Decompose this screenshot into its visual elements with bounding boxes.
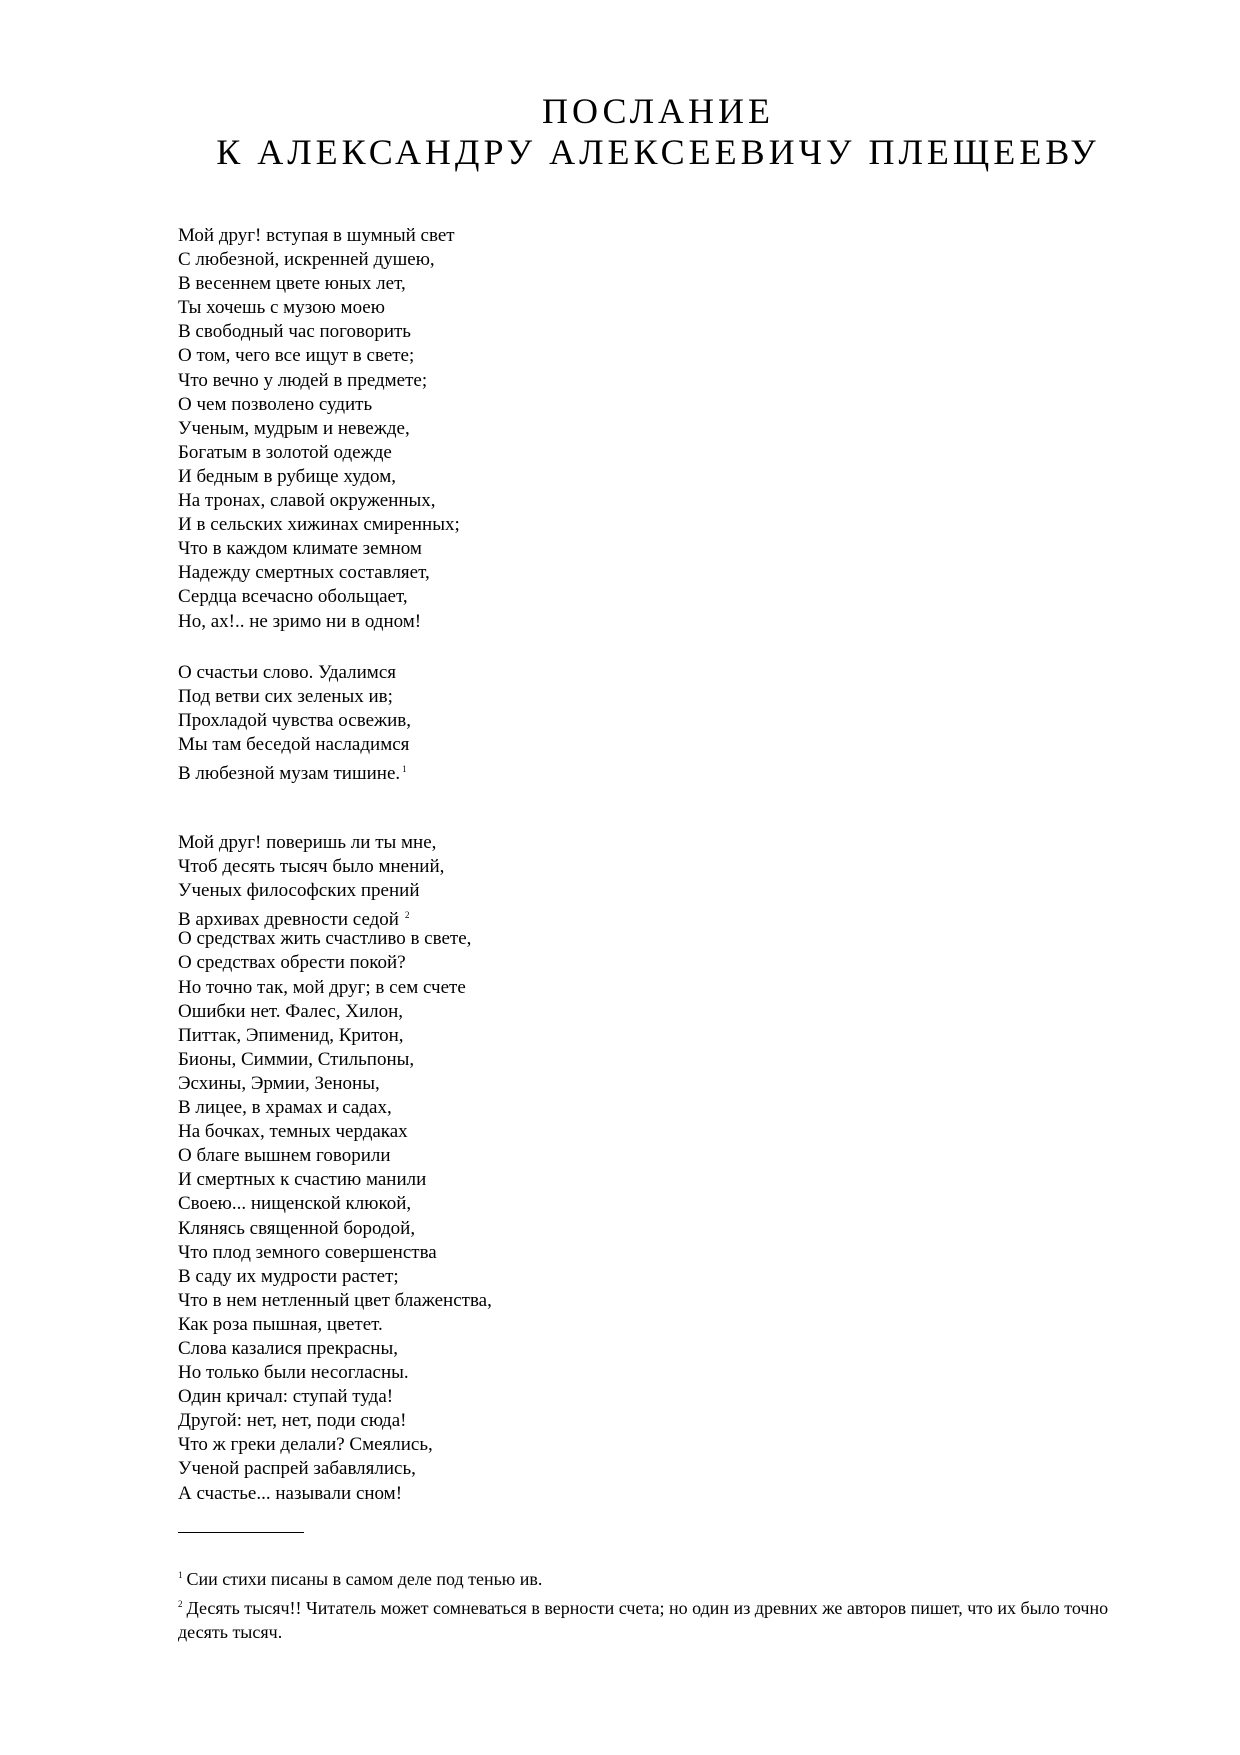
verse-line: Мой друг! поверишь ли ты мне, xyxy=(178,832,437,853)
verse-line: Но точно так, мой друг; в сем счете xyxy=(178,976,466,998)
footnote-1 xyxy=(178,1563,1138,1591)
verse-line: Слова казалися прекрасны, xyxy=(178,1337,398,1359)
verse-line: Прохладой чувства освежив, xyxy=(178,710,412,732)
verse-line: Что в нем нетленный цвет блаженства, xyxy=(178,1289,492,1311)
verse-line: В лицее, в храмах и садах, xyxy=(178,1097,392,1119)
footnote-mark-2: 2 xyxy=(178,1599,183,1609)
verse-line: Чтоб десять тысяч было мнений, xyxy=(178,856,445,878)
verse-line: Ты хочешь с музою моею xyxy=(178,297,385,319)
verse-line-text: В любезной музам тишине. xyxy=(178,763,401,785)
verse-line: О том, чего все ищут в свете; xyxy=(178,345,415,367)
verse-line-text: В архивах древности седой xyxy=(178,909,399,931)
verse-line: О благе вышнем говорили xyxy=(178,1145,391,1167)
title-line-2: К АЛЕКСАНДРУ АЛЕКСЕЕВИЧУ ПЛЕЩЕЕВУ xyxy=(216,132,1100,172)
verse-line: На бочках, темных чердаках xyxy=(178,1121,408,1143)
verse-line: И в сельских хижинах смиренных; xyxy=(178,514,460,536)
verse-line: Но, ах!.. не зримо ни в одном! xyxy=(178,610,422,632)
verse-line: И смертных к счастию манили xyxy=(178,1169,427,1191)
verse-line: Другой: нет, нет, поди сюда! xyxy=(178,1410,407,1432)
verse-line: В весеннем цвете юных лет, xyxy=(178,273,406,295)
verse-line: Клянясь священной бородой, xyxy=(178,1217,416,1239)
verse-line: Как роза пышная, цветет. xyxy=(178,1313,383,1335)
verse-line: Мой друг! вступая в шумный свет xyxy=(178,225,455,246)
verse-line: Своею... нищенской клюкой, xyxy=(178,1193,412,1215)
verse-line-with-footnote xyxy=(178,903,492,931)
verse-line: И бедным в рубище худом, xyxy=(178,465,396,487)
verse-line: С любезной, искренней душею, xyxy=(178,249,435,271)
verse-line: Ошибки нет. Фалес, Хилон, xyxy=(178,1000,404,1022)
verse-line: На тронах, славой окруженных, xyxy=(178,490,436,512)
verse-line: Но только были несогласны. xyxy=(178,1362,409,1384)
footnote-2 xyxy=(178,1592,1138,1644)
verse-line: О средствах жить счастливо в свете, xyxy=(178,928,472,950)
stanza-3 xyxy=(178,831,492,1506)
verse-line: А счастье... называли сном! xyxy=(178,1482,403,1504)
footnote-ref-2[interactable]: 2 xyxy=(404,910,410,921)
verse-line: О чем позволено судить xyxy=(178,393,373,415)
verse-line: Что плод земного совершенства xyxy=(178,1241,437,1263)
verse-line: Питтак, Эпименид, Критон, xyxy=(178,1024,404,1046)
verse-line: Что вечно у людей в предмете; xyxy=(178,369,428,391)
verse-line-with-footnote xyxy=(178,757,411,785)
verse-line: Ученых философских прений xyxy=(178,880,420,902)
verse-line: Под ветви сих зеленых ив; xyxy=(178,686,393,708)
verse-line: Ученой распрей забавлялись, xyxy=(178,1458,416,1480)
verse-line: Что в каждом климате земном xyxy=(178,538,422,560)
verse-line: Мы там беседой насладимся xyxy=(178,734,410,756)
stanza-2 xyxy=(178,661,412,785)
verse-line: Богатым в золотой одежде xyxy=(178,441,392,463)
verse-line: Один кричал: ступай туда! xyxy=(178,1386,394,1408)
stanza-1 xyxy=(178,224,460,634)
footnote-separator xyxy=(178,1532,304,1533)
verse-line: Сердца всечасно обольщает, xyxy=(178,586,408,608)
verse-line: О средствах обрести покой? xyxy=(178,952,406,974)
title-line-1: ПОСЛАНИЕ xyxy=(542,91,774,131)
verse-line: Эсхины, Эрмии, Зеноны, xyxy=(178,1072,380,1094)
footnotes xyxy=(178,1563,1138,1645)
footnote-ref-1[interactable]: 1 xyxy=(402,764,407,775)
verse-line: Ученым, мудрым и невежде, xyxy=(178,417,410,439)
footnote-text-2: Десять тысяч!! Читатель может сомневаться в верности счета; но один из древних же авторов пишет, что их было точно десять тысяч. xyxy=(178,1598,1109,1642)
verse-line: Бионы, Симмии, Стильпоны, xyxy=(178,1048,415,1070)
footnote-mark-1: 1 xyxy=(178,1570,183,1580)
verse-line: О счастьи слово. Удалимся xyxy=(178,662,396,683)
verse-line: В саду их мудрости растет; xyxy=(178,1265,399,1287)
verse-line: В свободный час поговорить xyxy=(178,321,411,343)
footnote-text-1: Сии стихи писаны в самом деле под тенью ив. xyxy=(186,1569,543,1589)
verse-line: Что ж греки делали? Смеялись, xyxy=(178,1434,433,1456)
verse-line: Надежду смертных составляет, xyxy=(178,562,430,584)
